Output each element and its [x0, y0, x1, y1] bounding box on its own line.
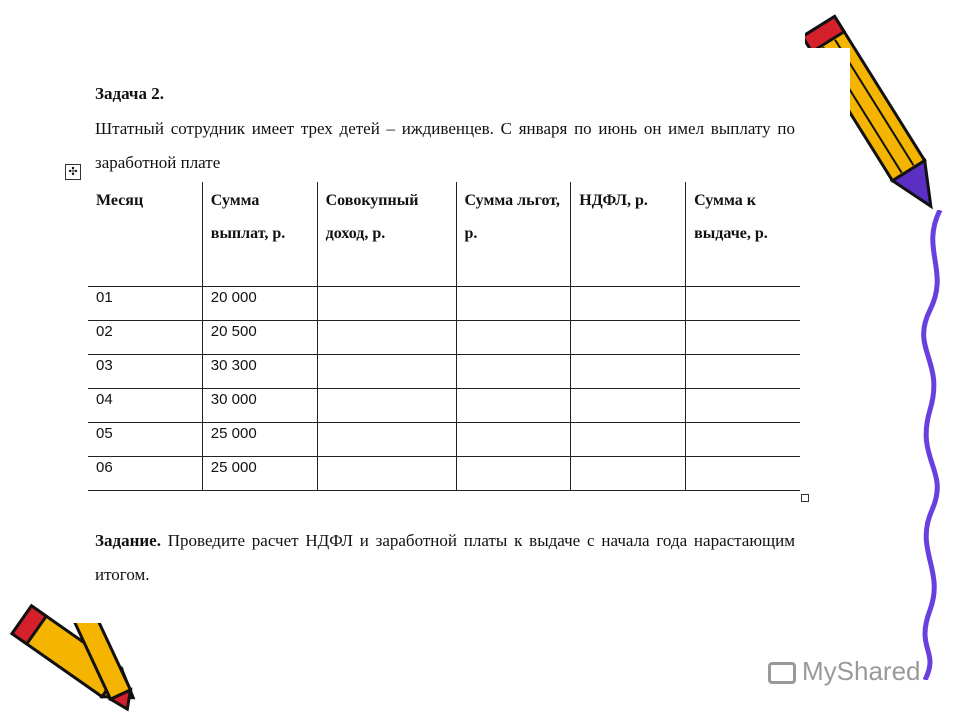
assignment-paragraph	[95, 524, 795, 592]
table-cell[interactable]	[317, 423, 456, 457]
table-cell[interactable]: 03	[88, 355, 202, 389]
table-cell[interactable]	[456, 457, 571, 491]
move-cross-icon[interactable]: ✣	[65, 164, 81, 180]
table-cell[interactable]	[571, 389, 686, 423]
assignment-text: Проведите расчет НДФЛ и заработной платы к выдаче с начала года нарастающим итогом.	[95, 531, 795, 584]
watermark-text: MyShared	[802, 656, 921, 686]
table-cell[interactable]	[317, 287, 456, 321]
salary-table	[88, 182, 800, 491]
table-cell[interactable]	[571, 457, 686, 491]
table-cell[interactable]	[456, 389, 571, 423]
table-cell[interactable]	[686, 423, 800, 457]
table-cell[interactable]	[571, 287, 686, 321]
wavy-border-line	[900, 210, 960, 680]
resize-square-icon[interactable]	[801, 494, 809, 502]
column-header-month: Месяц	[88, 182, 202, 287]
table-row	[88, 457, 800, 491]
table-cell[interactable]: 25 000	[202, 423, 317, 457]
table-cell[interactable]	[456, 321, 571, 355]
table-row	[88, 355, 800, 389]
column-header-payments: Сумма выплат, р.	[202, 182, 317, 287]
table-cell[interactable]	[571, 355, 686, 389]
table-cell[interactable]	[686, 321, 800, 355]
assignment-label: Задание.	[95, 531, 161, 550]
task-intro-text: Штатный сотрудник имеет трех детей – иждивенцев. С января по июнь он имел выплату по заработной плате	[95, 119, 795, 172]
table-row	[88, 287, 800, 321]
watermark	[768, 656, 921, 687]
task-title: Задача 2.	[95, 84, 164, 103]
table-cell[interactable]	[686, 287, 800, 321]
screen-logo-icon	[768, 662, 796, 684]
table-cell[interactable]: 01	[88, 287, 202, 321]
table-cell[interactable]: 05	[88, 423, 202, 457]
table-cell[interactable]	[686, 457, 800, 491]
column-header-net-pay: Сумма к выдаче, р.	[686, 182, 800, 287]
table-cell[interactable]: 25 000	[202, 457, 317, 491]
table-cell[interactable]	[456, 287, 571, 321]
table-cell[interactable]: 30 000	[202, 389, 317, 423]
table-cell[interactable]	[456, 355, 571, 389]
table-row	[88, 423, 800, 457]
table-cell[interactable]: 04	[88, 389, 202, 423]
table-cell[interactable]	[317, 457, 456, 491]
table-row	[88, 389, 800, 423]
table-cell[interactable]	[317, 389, 456, 423]
column-header-benefits: Сумма льгот, р.	[456, 182, 571, 287]
table-cell[interactable]	[456, 423, 571, 457]
column-header-ndfl: НДФЛ, р.	[571, 182, 686, 287]
table-cell[interactable]	[686, 389, 800, 423]
table-header-row	[88, 182, 800, 287]
table-cell[interactable]: 02	[88, 321, 202, 355]
column-header-total-income: Совокупный доход, р.	[317, 182, 456, 287]
table-cell[interactable]: 30 300	[202, 355, 317, 389]
table-row	[88, 321, 800, 355]
table-cell[interactable]	[317, 355, 456, 389]
table-cell[interactable]	[571, 321, 686, 355]
table-cell[interactable]	[317, 321, 456, 355]
table-cell[interactable]: 06	[88, 457, 202, 491]
table-cell[interactable]	[571, 423, 686, 457]
table-cell[interactable]	[686, 355, 800, 389]
table-cell[interactable]: 20 500	[202, 321, 317, 355]
table-cell[interactable]: 20 000	[202, 287, 317, 321]
